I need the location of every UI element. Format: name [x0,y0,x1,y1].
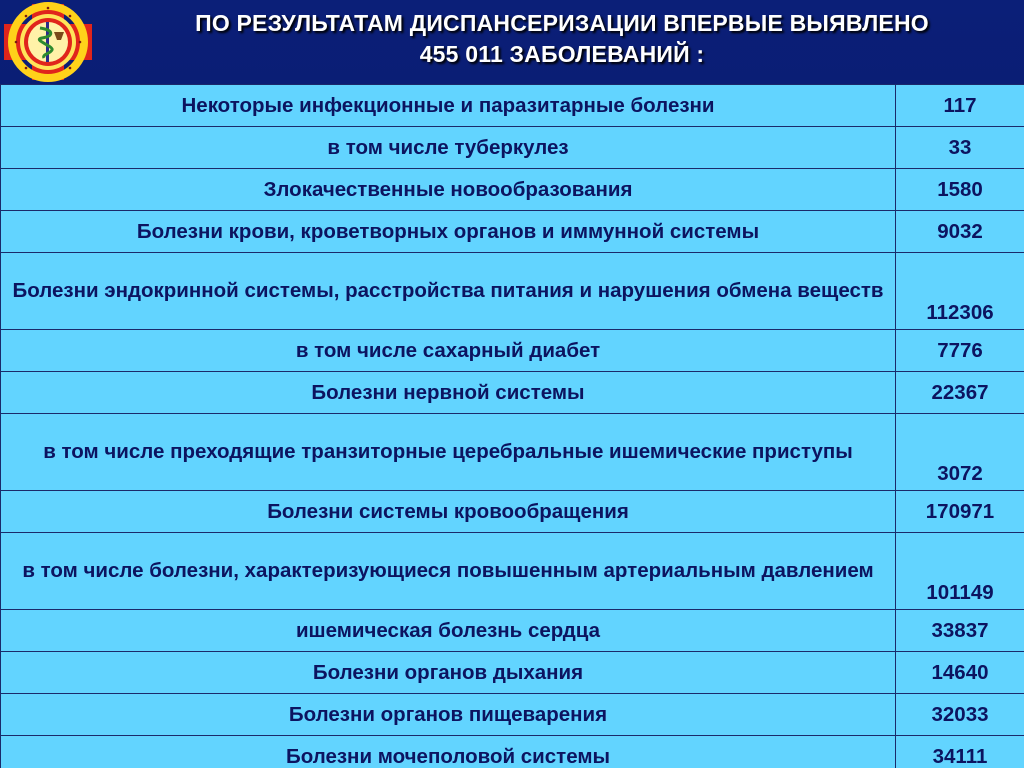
row-label: в том числе туберкулез [1,127,896,169]
table-row [1,85,1024,127]
table-row [1,533,1024,610]
table-row [1,694,1024,736]
table-row [1,414,1024,491]
row-label: Болезни эндокринной системы, расстройства питания и нарушения обмена веществ [1,253,896,330]
header [0,0,1024,84]
title-line-2: 455 011 ЗАБОЛЕВАНИЙ : [419,41,705,67]
page-title [100,8,1024,70]
medical-emblem-icon [2,2,94,82]
row-label: ишемическая болезнь сердца [1,610,896,652]
table-row [1,491,1024,533]
row-label: в том числе преходящие транзиторные церебральные ишемические приступы [1,414,896,491]
row-value: 112306 [896,253,1024,330]
row-label: в том числе болезни, характеризующиеся повышенным артериальным давлением [1,533,896,610]
table-row [1,169,1024,211]
row-value: 33 [896,127,1024,169]
row-label: Болезни крови, кроветворных органов и иммунной системы [1,211,896,253]
table-row [1,610,1024,652]
row-label: Болезни системы кровообращения [1,491,896,533]
disease-table [0,84,1024,768]
row-value: 9032 [896,211,1024,253]
row-value: 101149 [896,533,1024,610]
row-value: 33837 [896,610,1024,652]
row-value: 14640 [896,652,1024,694]
row-label: в том числе сахарный диабет [1,330,896,372]
table-row [1,330,1024,372]
table-row [1,211,1024,253]
disease-table-body [1,85,1024,768]
row-value: 22367 [896,372,1024,414]
row-value: 3072 [896,414,1024,491]
row-label: Болезни органов пищеварения [1,694,896,736]
row-value: 7776 [896,330,1024,372]
table-row [1,652,1024,694]
table-row [1,253,1024,330]
row-value: 1580 [896,169,1024,211]
row-value: 32033 [896,694,1024,736]
row-label: Некоторые инфекционные и паразитарные болезни [1,85,896,127]
row-label: Болезни нервной системы [1,372,896,414]
row-label: Злокачественные новообразования [1,169,896,211]
row-value: 170971 [896,491,1024,533]
row-label: Болезни мочеполовой системы [1,736,896,768]
row-value: 117 [896,85,1024,127]
table-row [1,127,1024,169]
row-value: 34111 [896,736,1024,768]
table-row [1,372,1024,414]
table-row [1,736,1024,768]
title-line-1: ПО РЕЗУЛЬТАТАМ ДИСПАНСЕРИЗАЦИИ ВПЕРВЫЕ ВЫЯВЛЕНО [195,10,929,36]
row-label: Болезни органов дыхания [1,652,896,694]
